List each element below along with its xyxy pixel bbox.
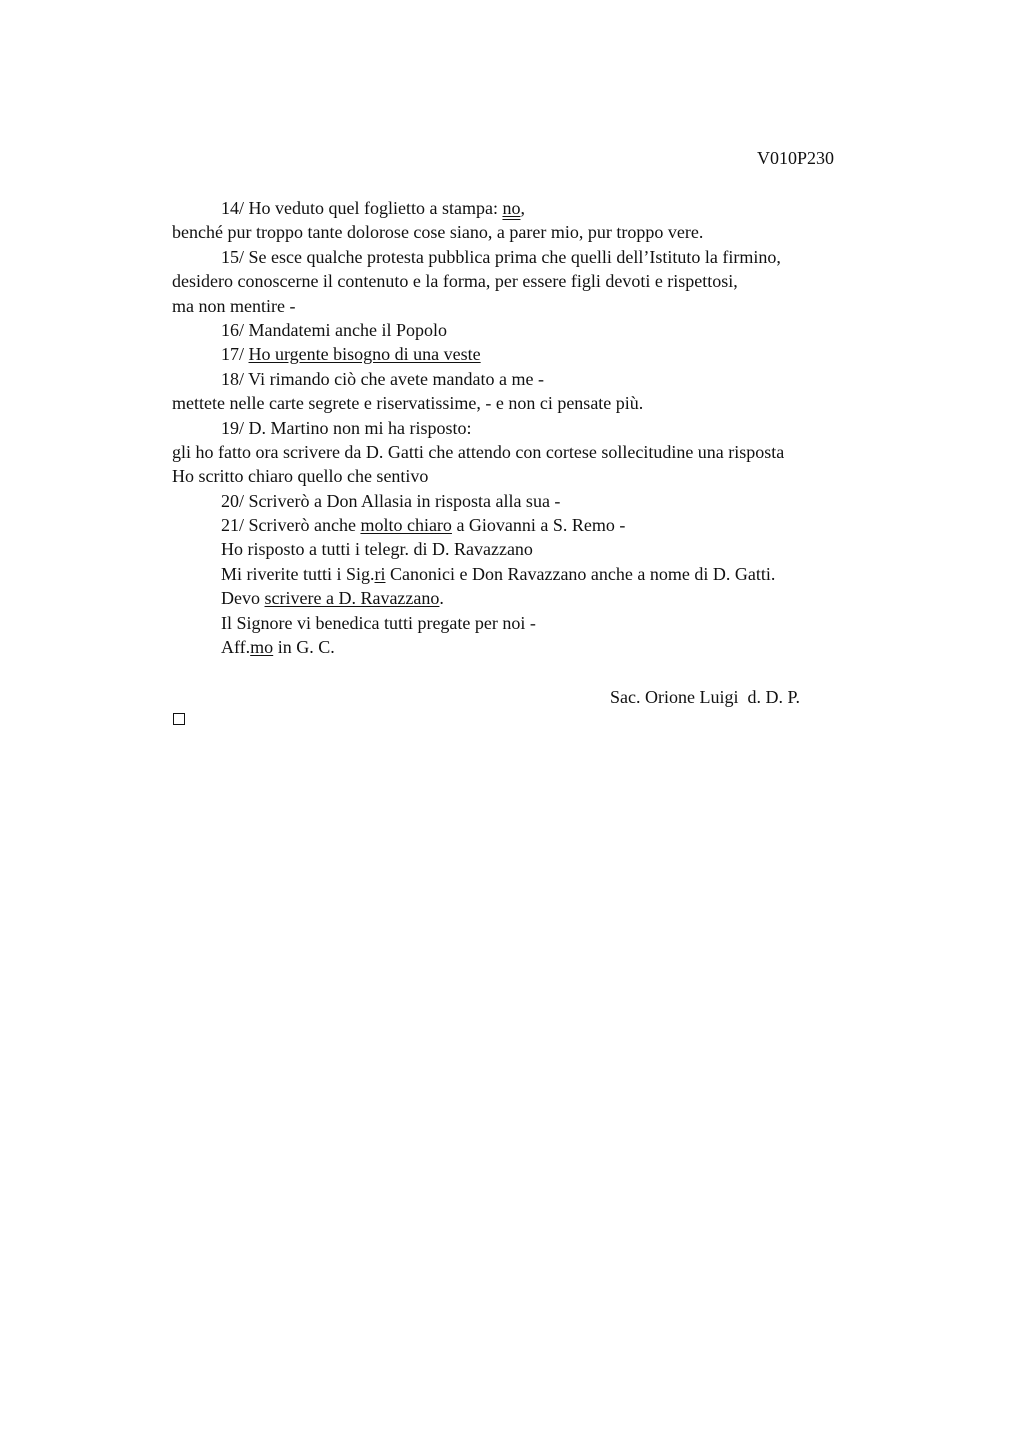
letter-line xyxy=(172,342,892,366)
letter-line: ma non mentire - xyxy=(172,295,296,316)
text-segment: , xyxy=(520,198,525,218)
letter-line: 18/ Vi rimando ciò che avete mandato a me - xyxy=(221,368,544,389)
letter-line xyxy=(172,586,892,610)
end-marker-box-icon xyxy=(173,713,185,725)
text-segment: Devo xyxy=(221,588,265,609)
text-segment: 21/ Scriverò anche xyxy=(221,515,361,536)
text-segment: a Giovanni a S. Remo - xyxy=(451,515,626,536)
letter-line xyxy=(172,513,892,537)
letter-line: 16/ Mandatemi anche il Popolo xyxy=(221,319,447,340)
letter-line: Ho scritto chiaro quello che sentivo xyxy=(172,466,429,487)
underlined-text: molto chiaro xyxy=(360,515,452,536)
letter-line xyxy=(172,635,892,659)
letter-line: benché pur troppo tante dolorose cose siano, a parer mio, pur troppo vere. xyxy=(172,222,704,243)
page-id: V010P230 xyxy=(757,148,835,168)
underlined-text: mo xyxy=(250,637,274,658)
letter-line: gli ho fatto ora scrivere da D. Gatti che attendo con cortese sollecitudine una risposta xyxy=(172,441,785,462)
letter-line xyxy=(172,562,892,586)
signature: Sac. Orione Luigi d. D. P. xyxy=(610,687,800,707)
letter-line: Ho risposto a tutti i telegr. di D. Ravazzano xyxy=(221,539,533,560)
underlined-text: no xyxy=(502,198,521,218)
letter-line: 19/ D. Martino non mi ha risposto: xyxy=(221,417,472,438)
text-segment: in G. C. xyxy=(273,637,335,658)
text-segment: Canonici e Don Ravazzano anche a nome di D. Gatti. xyxy=(385,563,776,584)
text-segment: Aff. xyxy=(221,637,251,658)
letter-line: mettete nelle carte segrete e riservatissime, - e non ci pensate più. xyxy=(172,393,644,414)
letter-line: 20/ Scriverò a Don Allasia in risposta alla sua - xyxy=(221,490,561,511)
text-segment: 17/ xyxy=(221,344,249,365)
underlined-text: scrivere a D. Ravazzano xyxy=(264,588,440,609)
underlined-text: Ho urgente bisogno di una veste xyxy=(248,344,481,365)
text-segment: Mi riverite tutti i Sig. xyxy=(221,563,375,584)
letter-line: desidero conoscerne il contenuto e la forma, per essere figli devoti e rispettosi, xyxy=(172,271,738,292)
text-segment: . xyxy=(439,588,444,609)
letter-line: 15/ Se esce qualche protesta pubblica prima che quelli dell’Istituto la firmino, xyxy=(221,246,781,267)
letter-line xyxy=(172,196,892,220)
letter-line: Il Signore vi benedica tutti pregate per noi - xyxy=(221,612,536,633)
underlined-text: ri xyxy=(374,563,386,584)
text-segment: 14/ Ho veduto quel foglietto a stampa: xyxy=(221,198,503,218)
letter-body xyxy=(172,196,892,659)
